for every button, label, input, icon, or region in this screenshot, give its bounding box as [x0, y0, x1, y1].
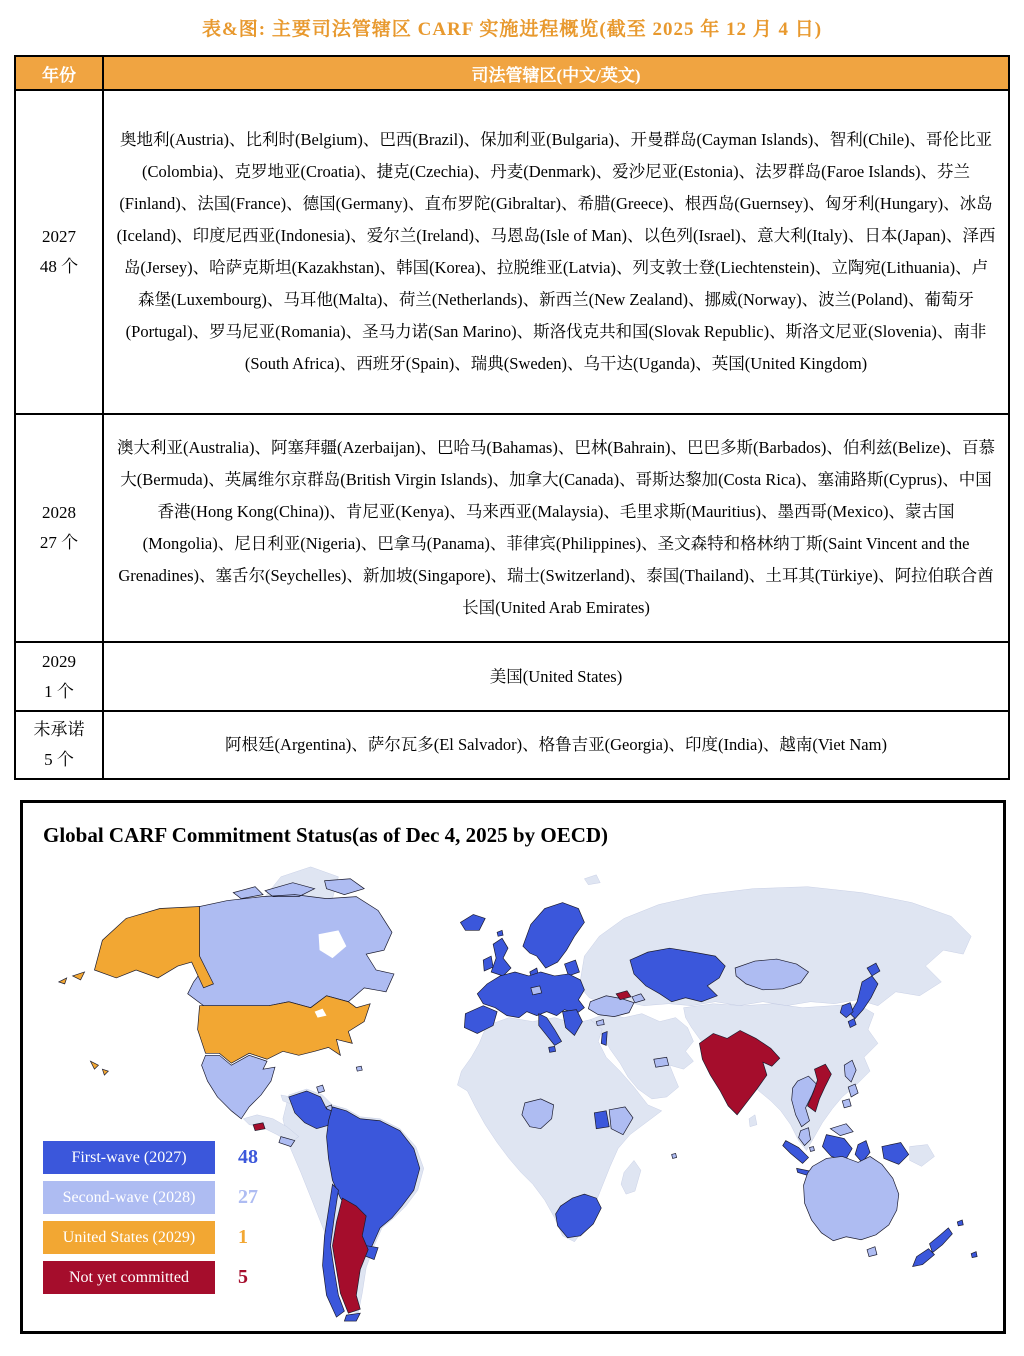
jurisdictions-2029: 美国(United States) [103, 642, 1009, 711]
map-region-sri-lanka [749, 1115, 757, 1127]
legend-item-united-states [43, 1221, 283, 1254]
legend-item-not-committed [43, 1261, 283, 1294]
legend-count-second-wave: 27 [238, 1186, 258, 1208]
map-region-madagascar [621, 1160, 641, 1194]
year-cell-2028 [15, 414, 103, 642]
map-region-papua-new-guinea [910, 1145, 935, 1167]
year-value: 未承诺 [33, 720, 85, 739]
legend-item-first-wave [43, 1141, 283, 1174]
year-cell-uncommitted [15, 711, 103, 779]
legend-count-not-committed: 5 [238, 1266, 248, 1288]
map-region-iceland [460, 914, 485, 930]
map-region-faroe [497, 930, 503, 936]
map-region-canada [188, 879, 394, 1008]
map-region-uae [654, 1057, 669, 1067]
map-region-singapore [810, 1147, 815, 1152]
table-header-row [15, 56, 1009, 90]
map-region-svalbard [584, 875, 600, 885]
legend-swatch-second-wave: Second-wave (2028) [43, 1181, 215, 1214]
col-header-jurisdiction: 司法管辖区(中文/英文) [103, 56, 1009, 90]
map-region-uganda [594, 1111, 609, 1129]
map-region-bermuda [356, 1066, 362, 1071]
year-count: 1 个 [44, 681, 74, 701]
map-region-baltics [565, 960, 580, 976]
jurisdictions-2028: 澳大利亚(Australia)、阿塞拜疆(Azerbaijan)、巴哈马(Bahamas)、巴林(Bahrain)、巴巴多斯(Barbados)、伯利兹(Belize)、百慕大(Bermuda)、英属维尔京群岛(British Virgin Islands)、加拿大(Canada)、哥斯达黎加(Costa Rica)、塞浦路斯(Cyprus)、中国香港(Hong Kong(China))、肯尼亚(Kenya)、马来西亚(Malaysia)、毛里求斯(Mauritius)、墨西哥(Mexico)、蒙古国(Mongolia)、尼日利亚(Nigeria)、巴拿马(Panama)、菲律宾(Philippines)、圣文森特和格林纳丁斯(Saint Vincent and the Grenadines)、塞舌尔(Seychelles)、新加坡(Singapore)、瑞士(Switzerland)、泰国(Thailand)、土耳其(Türkiye)、阿拉伯联合酋长国(United Arab Emirates) [103, 414, 1009, 642]
year-cell-2027 [15, 90, 103, 414]
year-value: 2028 [42, 503, 76, 522]
col-header-year: 年份 [15, 56, 103, 90]
legend-count-first-wave: 48 [238, 1146, 258, 1168]
map-region-usa [198, 996, 371, 1063]
map-region-ireland [483, 956, 493, 971]
table-row-2029 [15, 642, 1009, 711]
table-row-uncommitted [15, 711, 1009, 779]
year-cell-2029 [15, 642, 103, 711]
year-count: 27 个 [39, 533, 79, 552]
table-row-2028 [15, 414, 1009, 642]
year-count: 5 个 [44, 750, 74, 769]
map-region-mexico [202, 1055, 275, 1118]
legend-swatch-united-states: United States (2029) [43, 1221, 215, 1254]
map-region-israel [601, 1031, 607, 1045]
legend-item-second-wave [43, 1181, 283, 1214]
legend-swatch-not-committed: Not yet committed [43, 1261, 215, 1294]
year-count: 48 个 [39, 257, 79, 276]
map-region-tasmania [867, 1247, 877, 1257]
map-region-new-zealand [913, 1228, 953, 1267]
year-value: 2029 [42, 651, 76, 671]
legend-swatch-first-wave: First-wave (2027) [43, 1141, 215, 1174]
carf-schedule-table [14, 55, 1010, 780]
map-region-scandinavia [523, 903, 584, 968]
map-region-pacific-islands [957, 1220, 977, 1258]
year-value: 2027 [42, 227, 76, 246]
map-region-switzerland [531, 986, 542, 995]
map-figure-panel [20, 800, 1006, 1334]
jurisdictions-uncommitted: 阿根廷(Argentina)、萨尔瓦多(El Salvador)、格鲁吉亚(Georgia)、印度(India)、越南(Viet Nam) [103, 711, 1009, 779]
map-region-uk [491, 938, 511, 976]
map-region-hawaii [90, 1061, 108, 1075]
jurisdictions-2027: 奥地利(Austria)、比利时(Belgium)、巴西(Brazil)、保加利亚(Bulgaria)、开曼群岛(Cayman Islands)、智利(Chile)、哥伦比亚(Colombia)、克罗地亚(Croatia)、捷克(Czechia)、丹麦(Denmark)、爱沙尼亚(Estonia)、法罗群岛(Faroe Islands)、芬兰(Finland)、法国(France)、德国(Germany)、直布罗陀(Gibraltar)、希腊(Greece)、根西岛(Guernsey)、匈牙利(Hungary)、冰岛(Iceland)、印度尼西亚(Indonesia)、爱尔兰(Ireland)、马恩岛(Isle of Man)、以色列(Israel)、意大利(Italy)、日本(Japan)、泽西岛(Jersey)、哈萨克斯坦(Kazakhstan)、韩国(Korea)、拉脱维亚(Latvia)、列支敦士登(Liechtenstein)、立陶宛(Lithuania)、卢森堡(Luxembourg)、马耳他(Malta)、荷兰(Netherlands)、新西兰(New Zealand)、挪威(Norway)、波兰(Poland)、葡萄牙(Portugal)、罗马尼亚(Romania)、圣马力诺(San Marino)、斯洛伐克共和国(Slovak Republic)、斯洛文尼亚(Slovenia)、南非(South Africa)、西班牙(Spain)、瑞典(Sweden)、乌干达(Uganda)、英国(United Kingdom) [103, 90, 1009, 414]
map-region-seychelles [672, 1153, 677, 1158]
map-legend [43, 1141, 283, 1301]
map-region-australia [804, 1156, 899, 1240]
map-region-alaska [59, 907, 214, 988]
table-row-2027 [15, 90, 1009, 414]
figure-title: Global CARF Commitment Status(as of Dec 4, 2025 by OECD) [43, 823, 609, 847]
legend-count-united-states: 1 [238, 1226, 248, 1248]
page-title: 表&图: 主要司法管辖区 CARF 实施进程概览(截至 2025 年 12 月 4 日) [201, 19, 823, 40]
